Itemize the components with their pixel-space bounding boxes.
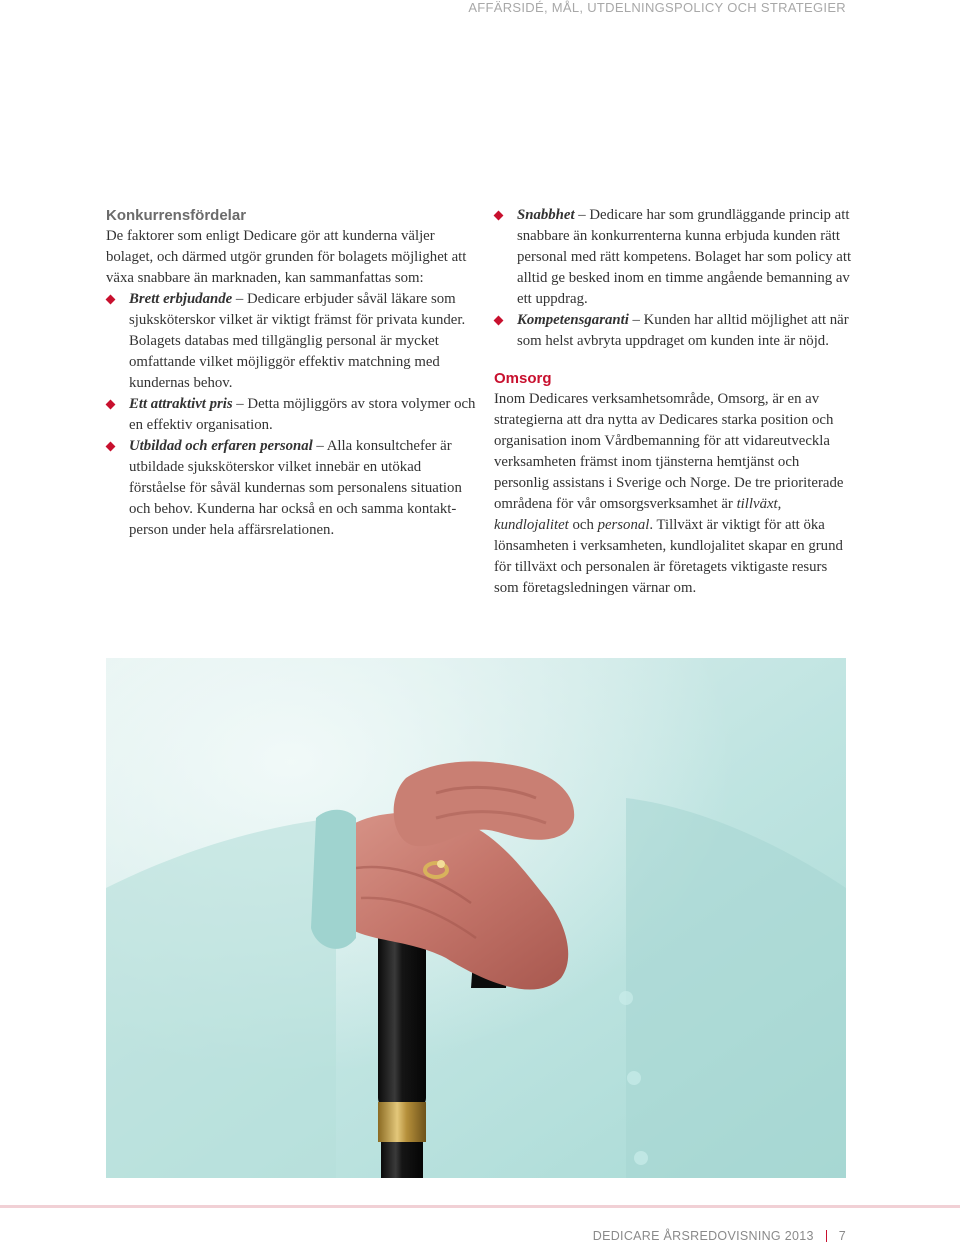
- list-item: [106, 436, 481, 541]
- page-number: 7: [838, 1229, 846, 1243]
- running-header: AFFÄRSIDÉ, MÅL, UTDELNINGSPOLICY OCH STRATEGIER: [468, 0, 846, 15]
- emphasis-personal: personal: [597, 517, 650, 533]
- list-item: [494, 205, 854, 310]
- diamond-bullet-icon: [106, 295, 116, 305]
- omsorg-text-1: Inom Dedicares verksamhetsområde, Omsorg, är en av strategierna att dra nytta av Dedicares starka position och organisation inom Vårdbemanning för att vidareutveckla verksamheten främst inom tjänsterna hemtjänst och personlig assistans i Sverige och Norge. De tre prioriterade områdena för vår omsorgsverksamhet är: [494, 391, 844, 512]
- bullet-dash: –: [232, 291, 247, 307]
- bullet-text: Alla konsultchefer är utbildade sjuksköterskor vilket innebär en utökad förståelse för såväl kundernas som personalens situation och behov. Kunderna har också en och samma kontaktperson under hela affärsrelationen.: [129, 438, 462, 538]
- bullet-text: Kunden har alltid möjlighet att när som helst avbryta uppdraget om kunden inte är nöjd.: [517, 312, 849, 349]
- section-heading-omsorg: Omsorg: [494, 370, 552, 387]
- list-item: [494, 310, 854, 352]
- cane-icon: [378, 918, 426, 1178]
- diamond-bullet-icon: [494, 316, 504, 326]
- bullet-text: Detta möjliggörs av stora volymer och en effektiv organisation.: [129, 396, 476, 433]
- bullet-term: Utbildad och erfaren personal: [129, 438, 313, 454]
- advantages-list-continued: [494, 205, 854, 352]
- list-item: [106, 289, 481, 394]
- bullet-term: Snabbhet: [517, 207, 575, 223]
- footer-publication: DEDICARE ÅRSREDOVISNING 2013: [592, 1229, 814, 1243]
- footer-divider: [0, 1205, 960, 1208]
- left-column: [106, 205, 481, 541]
- diamond-bullet-icon: [106, 442, 116, 452]
- bullet-term: Brett erbjudande: [129, 291, 233, 307]
- diamond-bullet-icon: [494, 211, 504, 221]
- right-column: [494, 205, 854, 599]
- page-footer: [593, 1229, 846, 1243]
- photo-elderly-hands-on-cane: [106, 658, 846, 1178]
- emphasis-kundlojalitet: kundlojalitet: [494, 517, 569, 533]
- advantages-list: [106, 289, 481, 541]
- bullet-term: Kompetensgaranti: [517, 312, 629, 328]
- omsorg-separator: ,: [777, 496, 782, 512]
- footer-separator: [826, 1230, 827, 1242]
- emphasis-tillvaxt: tillväxt: [736, 496, 778, 512]
- bullet-dash: –: [628, 312, 644, 328]
- omsorg-text-2: och: [568, 517, 598, 533]
- photo-illustration: [106, 658, 846, 1178]
- bullet-text: Dedicare har som grundläggande princip att snabbare än konkurrenterna kunna erbjuda kunden rätt personal med rätt kompetens. Bolaget har som policy att alltid ge besked inom en timme angående bemanning av ett uppdrag.: [517, 207, 852, 307]
- section-heading-konkurrensfordelar: Konkurrensfördelar: [106, 207, 247, 224]
- diamond-bullet-icon: [106, 400, 116, 410]
- bullet-dash: –: [574, 207, 590, 223]
- bullet-text: Dedicare erbjuder såväl läkare som sjuksköterskor vilket är viktigt främst för privata kunder. Bolagets databas med tillgänglig personal är mycket omfattande vilket möjliggör effektiv matchning med kundernas behov.: [129, 291, 466, 391]
- omsorg-paragraph: [494, 389, 854, 599]
- cardigan-sleeve: [311, 810, 356, 949]
- bullet-term: Ett attraktivt pris: [129, 396, 233, 412]
- bullet-dash: –: [232, 396, 248, 412]
- omsorg-text-3: . Tillväxt är viktigt för att öka lönsamheten i verksamheten, kundlojalitet skapar en grund för tillväxt och personalen är företagets viktigaste resurs som företagsledningen värnar om.: [494, 517, 843, 596]
- bullet-dash: –: [312, 438, 327, 454]
- list-item: [106, 394, 481, 436]
- intro-paragraph: De faktorer som enligt Dedicare gör att kunderna väljer bolaget, och därmed utgör grunden för bolagets möjlighet att växa snabbare än marknaden, kan sammanfattas som:: [106, 228, 467, 286]
